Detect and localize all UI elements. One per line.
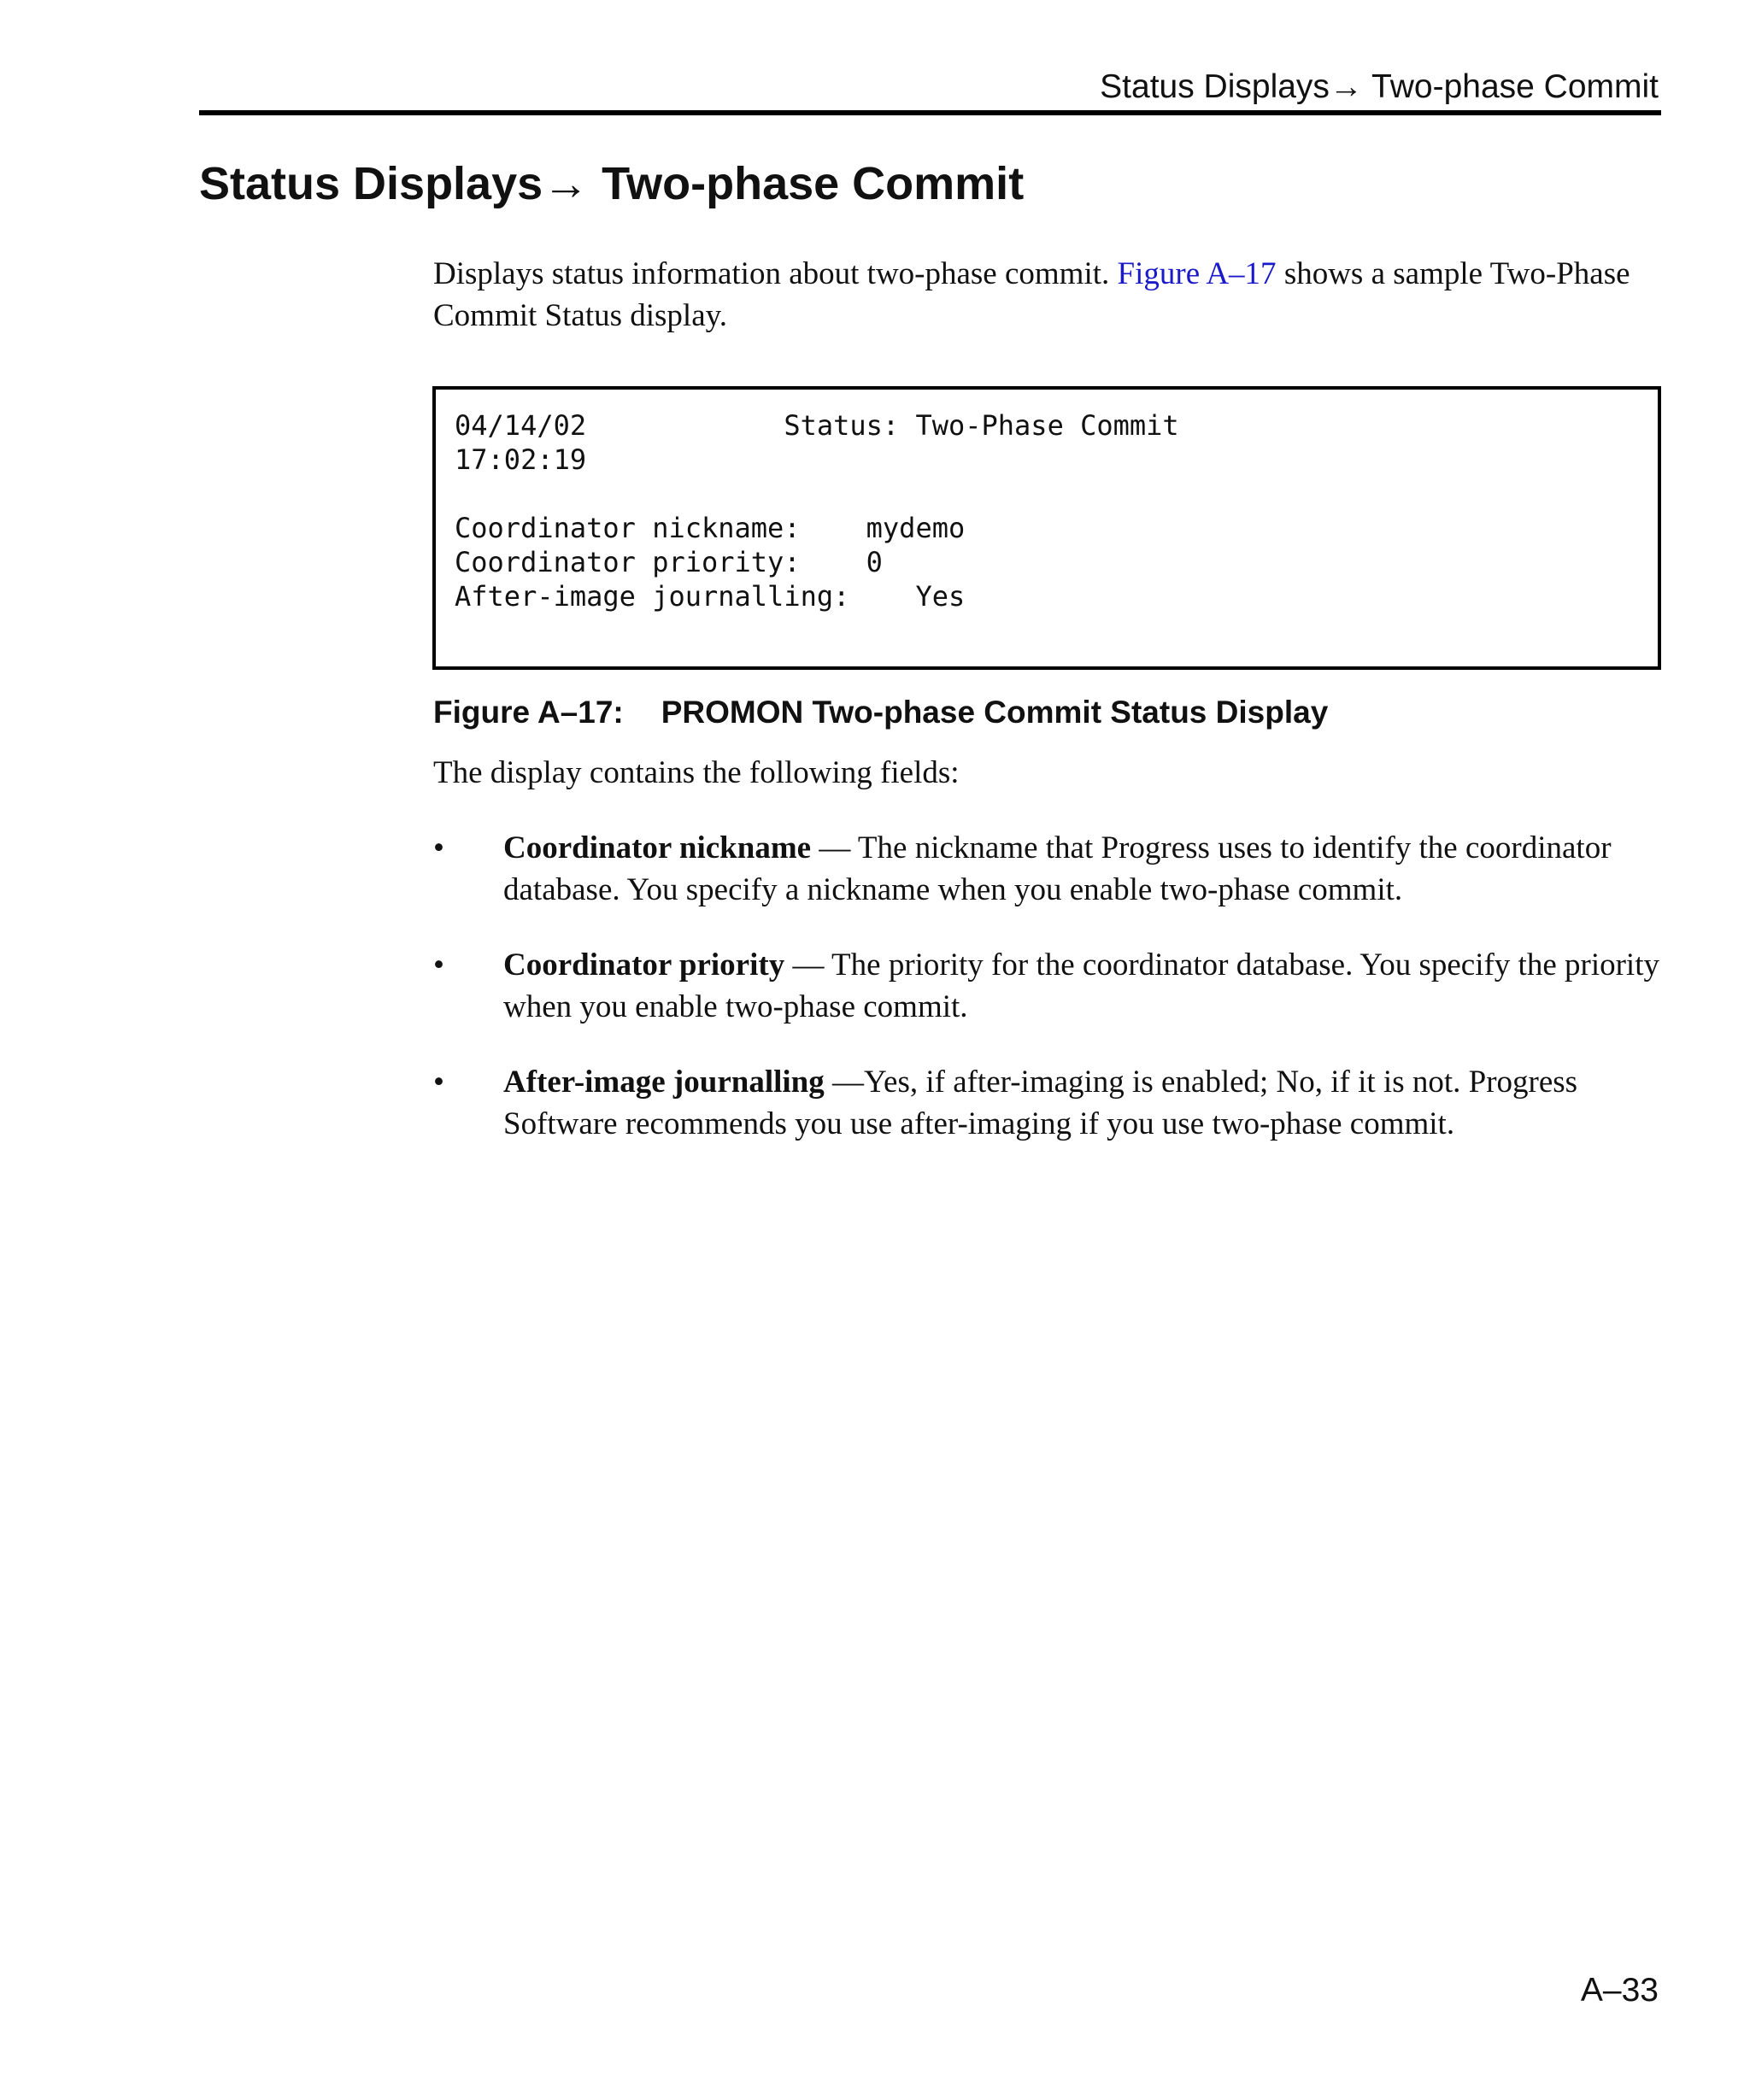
field-desc: — The priority for the coordinator database. You specify the priority when you enable two-phase commit. [503, 947, 1659, 1024]
field-term: Coordinator priority [503, 947, 785, 983]
page-number: A–33 [1580, 1972, 1659, 2009]
screen-line-nickname: Coordinator nickname: mydemo [455, 512, 966, 544]
figure-link[interactable]: Figure A–17 [1117, 256, 1277, 291]
header-rule [199, 110, 1661, 115]
bullet-icon: • [433, 947, 444, 983]
bullet-icon: • [433, 1065, 444, 1100]
field-description [503, 944, 1665, 1028]
intro-text-start: Displays status information about two-phase commit. [433, 256, 1118, 291]
figure-number: Figure A–17: [433, 695, 624, 730]
field-term: Coordinator nickname [503, 830, 812, 865]
intro-text-end: shows a sample Two-Phase Commit Status display. [433, 256, 1630, 333]
figure-caption [433, 692, 1328, 733]
field-term: After-image journalling [503, 1065, 825, 1100]
status-display-screen [432, 386, 1661, 670]
figure-title: PROMON Two-phase Commit Status Display [661, 695, 1329, 730]
screen-line-journalling: After-image journalling: Yes [455, 580, 966, 613]
running-header: Status Displays→ Two-phase Commit [1100, 68, 1659, 105]
field-desc: — The nickname that Progress uses to identify the coordinator database. You specify a nickname when you enable two-phase commit. [503, 830, 1612, 907]
screen-line-priority: Coordinator priority: 0 [455, 546, 883, 578]
screen-line-time: 17:02:19 [455, 443, 587, 476]
field-desc: —Yes, if after-imaging is enabled; No, if it is not. Progress Software recommends you use after-imaging if you use two-phase commit. [503, 1065, 1578, 1141]
section-title: Status Displays→ Two-phase Commit [199, 158, 1025, 209]
fields-lead-text: The display contains the following fields: [433, 755, 960, 790]
screen-line-date-title: 04/14/02 Status: Two-Phase Commit [455, 409, 1179, 442]
field-description [503, 1061, 1665, 1145]
bullet-icon: • [433, 830, 444, 865]
field-description [503, 827, 1665, 911]
intro-paragraph [433, 253, 1664, 337]
